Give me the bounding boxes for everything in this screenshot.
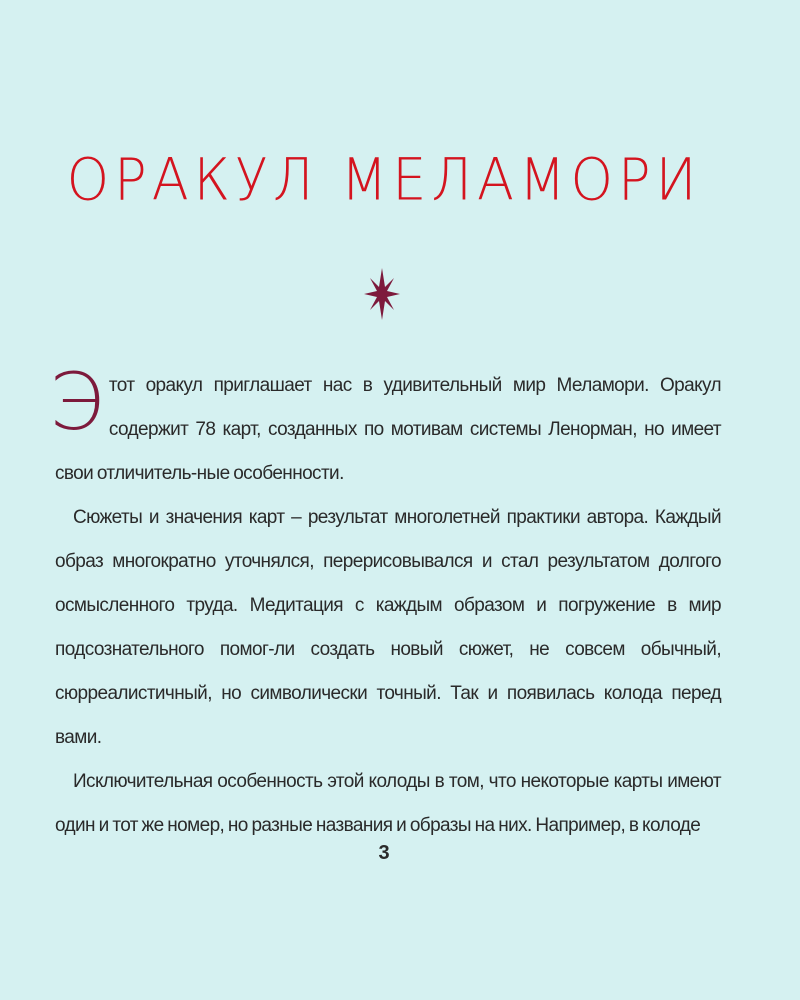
drop-cap: Э: [49, 358, 103, 448]
page-title: ОРАКУЛ МЕЛАМОРИ: [66, 145, 702, 214]
page-number: 3: [378, 842, 390, 864]
paragraph-2: Сюжеты и значения карт – результат многолетней практики автора. Каждый образ многократно уточнялся, перерисовывался и стал результатом долгого осмысленного труда. Медитация с каждым образом и погружение в мир подсознательного помог-ли создать новый сюжет, не совсем обычный, сюрреалистичный, но символически точный. Так и появилась колода перед вами.: [55, 507, 721, 748]
paragraph-3: Исключительная особенность этой колоды в том, что некоторые карты имеют один и тот же номер, но разные названия и образы на них. Например, в колоде: [55, 771, 721, 836]
paragraph-1: [49, 358, 721, 496]
eight-point-star-icon: [364, 268, 400, 320]
body-text: [49, 358, 721, 848]
paragraph-1-text: тот оракул приглашает нас в удивительный мир Меламори. Оракул содержит 78 карт, созданных по мотивам системы Ленорман, но имеет свои отличитель-ные особенности.: [55, 375, 721, 484]
